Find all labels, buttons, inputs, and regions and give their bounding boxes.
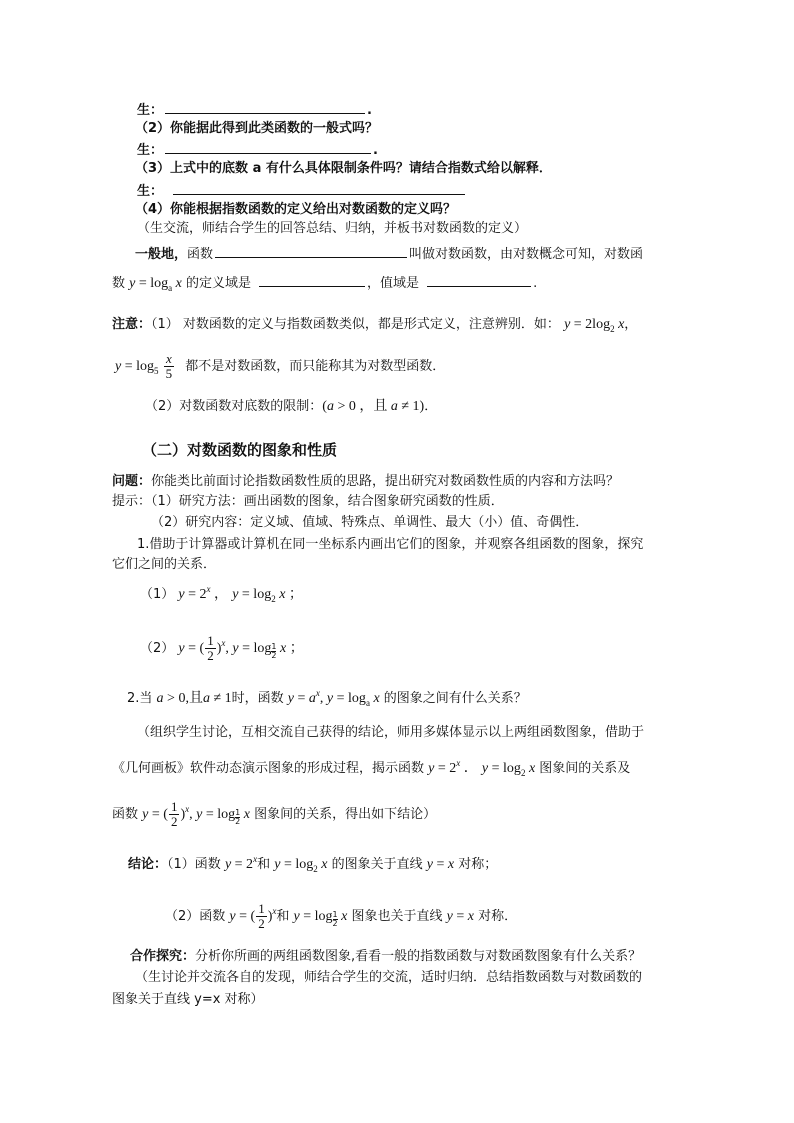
section-heading: （二）对数函数的图象和性质	[142, 441, 338, 459]
notice-line-2: $y = \log_5$ $\frac{x}{5}$ 都不是对数函数，而只能称其为对数型函数．	[115, 351, 446, 381]
task-1-line-b: 它们之间的关系．	[112, 557, 217, 572]
organize-line-1: （组织学生讨论，互相交流自己获得的结论，师用多媒体显示以上两组函数图象，借助于	[137, 725, 645, 740]
question-4: （4）你能根据指数函数的定义给出对数函数的定义吗？	[135, 202, 457, 217]
blank	[259, 273, 365, 287]
blank	[165, 140, 371, 154]
item-1: （1） $y = 2^x$ ， $y = \log_2 x$ ；	[140, 584, 303, 604]
task-1-line-a: 1.借助于计算器或计算机在同一坐标系内画出它们的图象，并观察各组函数的图象，探究	[137, 537, 644, 552]
teacher-note: （生交流，师结合学生的回答总结、归纳，并板书对数函数的定义）	[137, 221, 528, 236]
organize-line-3: 函数 y = ( $\frac{1}{2}$ )$^x$, y = log $\frac{1}{2}$ x 图象间的关系，得出如下结论）	[112, 799, 437, 829]
blank	[427, 273, 531, 287]
hint-1: 提示：（1）研究方法：画出函数的图象，结合图象研究函数的性质．	[112, 494, 504, 509]
definition-line-2: 数 $y = \log_a x$ 的定义域是 ，值域是 .	[112, 273, 537, 293]
answer-line-3: 生：	[137, 181, 467, 201]
label: 生：	[137, 103, 164, 118]
blank	[215, 244, 407, 258]
problem-line: 问题：你能类比前面讨论指数函数性质的思路，提出研究对数函数性质的内容和方法吗？	[112, 474, 620, 489]
answer-line-2: 生： .	[137, 140, 378, 160]
cooperation-line: 合作探究：分析你所画的两组函数图象,看看一般的指数函数与对数函数图象有什么关系？	[130, 949, 642, 964]
answer-line-1: 生： .	[137, 100, 372, 120]
blank	[165, 100, 365, 114]
question-3: （3）上式中的底数 a 有什么具体限制条件吗？请结合指数式给以解释．	[135, 161, 552, 176]
item-2: （2） y = ( $\frac{1}{2}$ )$^x$, y = log $\frac{1}{2}$ x ；	[140, 633, 304, 663]
task-2: 2.当 a > 0,且a ≠ 1时，函数 $y = a^x$, $y = \log_a x$ 的图象之间有什么关系？	[127, 688, 527, 708]
blank	[173, 181, 465, 195]
formula: y	[129, 276, 136, 291]
notice-line-1: 注意：（1） 对数函数的定义与指数函数类似，都是形式定义，注意辨别．如： $y = 2\log_2$ x，	[112, 317, 638, 334]
formula: y	[564, 317, 571, 332]
notice-line-3: （2）对数函数对底数的限制：(a > 0 ，且 a ≠ 1)．	[145, 399, 438, 414]
formula: y	[115, 359, 122, 374]
question-2: （2）你能据此得到此类函数的一般式吗？	[135, 121, 379, 136]
conclusion-1: 结论：（1）函数 $y = 2^x$和 $y = \log_2 x$ 的图象关于直线 y = x 对称；	[128, 854, 498, 874]
fraction: $\frac{x}{5}$	[165, 351, 173, 381]
final-line-1: （生讨论并交流各自的发现，师结合学生的交流，适时归纳．总结指数函数与对数函数的	[135, 970, 643, 985]
conclusion-2: （2）函数 y = ( $\frac{1}{2}$ )$^x$和 y = log $\frac{1}{2}$ x 图象也关于直线 y = x 对称．	[165, 901, 518, 931]
organize-line-2: 《几何画板》软件动态演示图象的形成过程，揭示函数 $y = 2^x$ ． $y = \log_2 x$ 图象间的关系及	[112, 758, 631, 778]
final-line-2: 图象关于直线 y=x 对称）	[112, 992, 264, 1007]
definition-line-1: 一般地，函数 叫做对数函数，由对数概念可知，对数函	[135, 244, 643, 264]
hint-2: （2）研究内容：定义域、值域、特殊点、单调性、最大（小）值、奇偶性．	[151, 515, 589, 530]
